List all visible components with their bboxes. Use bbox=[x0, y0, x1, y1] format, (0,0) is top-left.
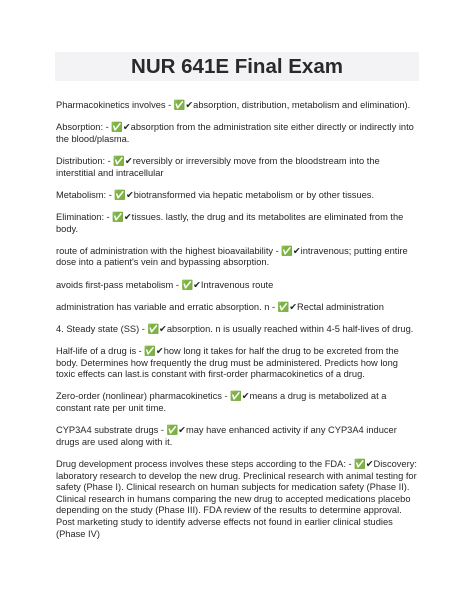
qa-item bbox=[56, 212, 428, 235]
qa-line: body. Determines how frequently the drug must be administered. Predicts how long bbox=[56, 357, 398, 368]
qa-line: CYP3A4 substrate drugs - ✅✔may have enhanced activity if any CYP3A4 inducer bbox=[56, 425, 397, 436]
qa-line: Clinical research in humans comparing the new drug to accepted medications placebo bbox=[56, 493, 411, 504]
qa-item bbox=[56, 122, 428, 145]
qa-line: constant rate per unit time. bbox=[56, 403, 167, 414]
qa-line: interstitial and intracellular bbox=[56, 167, 164, 178]
qa-item bbox=[56, 280, 428, 292]
qa-line: Half-life of a drug is - ✅✔how long it takes for half the drug to be excreted from the bbox=[56, 346, 399, 357]
qa-line: depending on the study (Phase III). FDA review of the results to determine approval. bbox=[56, 505, 402, 516]
qa-line: Post marketing study to identify adverse effects not found in earlier clinical studies bbox=[56, 516, 393, 527]
qa-item bbox=[56, 156, 428, 179]
qa-item bbox=[56, 246, 428, 269]
qa-line: Elimination: - ✅✔tissues. lastly, the drug and its metabolites are eliminated from the bbox=[56, 211, 404, 222]
qa-line: avoids first-pass metabolism - ✅✔Intravenous route bbox=[56, 279, 274, 290]
qa-line: route of administration with the highest bioavailability - ✅✔intravenous; putting entire bbox=[56, 245, 408, 256]
qa-item bbox=[56, 100, 428, 112]
qa-item bbox=[56, 425, 428, 448]
qa-line: administration has variable and erratic absorption. n - ✅✔Rectal administration bbox=[56, 301, 384, 312]
qa-line: (Phase IV) bbox=[56, 528, 100, 539]
qa-item bbox=[56, 190, 428, 202]
qa-line: toxic effects can last.is constant with first-order pharmacokinetics of a drug. bbox=[56, 369, 365, 380]
qa-list bbox=[56, 100, 428, 551]
qa-line: Drug development process involves these steps according to the FDA: - ✅✔Discovery: bbox=[56, 459, 417, 469]
qa-line: body. bbox=[56, 223, 79, 234]
qa-line: Pharmacokinetics involves - ✅✔absorption, distribution, metabolism and elimination). bbox=[56, 100, 411, 110]
page-title: NUR 641E Final Exam bbox=[131, 55, 343, 78]
qa-item bbox=[56, 302, 428, 314]
qa-item bbox=[56, 324, 428, 336]
qa-line: Zero-order (nonlinear) pharmacokinetics - ✅✔means a drug is metabolized at a bbox=[56, 391, 387, 402]
qa-item bbox=[56, 391, 428, 414]
qa-line: Absorption: - ✅✔absorption from the administration site either directly or indirectly into bbox=[56, 122, 414, 133]
qa-line: the blood/plasma. bbox=[56, 133, 130, 144]
qa-line: dose into a patient's vein and bypassing absorption. bbox=[56, 257, 270, 268]
qa-line: safety (Phase I). Clinical research on human subjects for medication safety (Phase II). bbox=[56, 482, 410, 493]
qa-line: drugs are used along with it. bbox=[56, 436, 173, 447]
qa-item bbox=[56, 459, 428, 540]
qa-line: 4. Steady state (SS) - ✅✔absorption. n is usually reached within 4-5 half-lives of drug. bbox=[56, 323, 414, 334]
qa-line: laboratory research to develop the new drug. Preclinical research with animal testing for bbox=[56, 470, 417, 481]
qa-line: Metabolism: - ✅✔biotransformed via hepatic metabolism or by other tissues. bbox=[56, 189, 375, 200]
qa-line: Distribution: - ✅✔reversibly or irreversibly move from the bloodstream into the bbox=[56, 155, 380, 166]
qa-item bbox=[56, 346, 428, 381]
